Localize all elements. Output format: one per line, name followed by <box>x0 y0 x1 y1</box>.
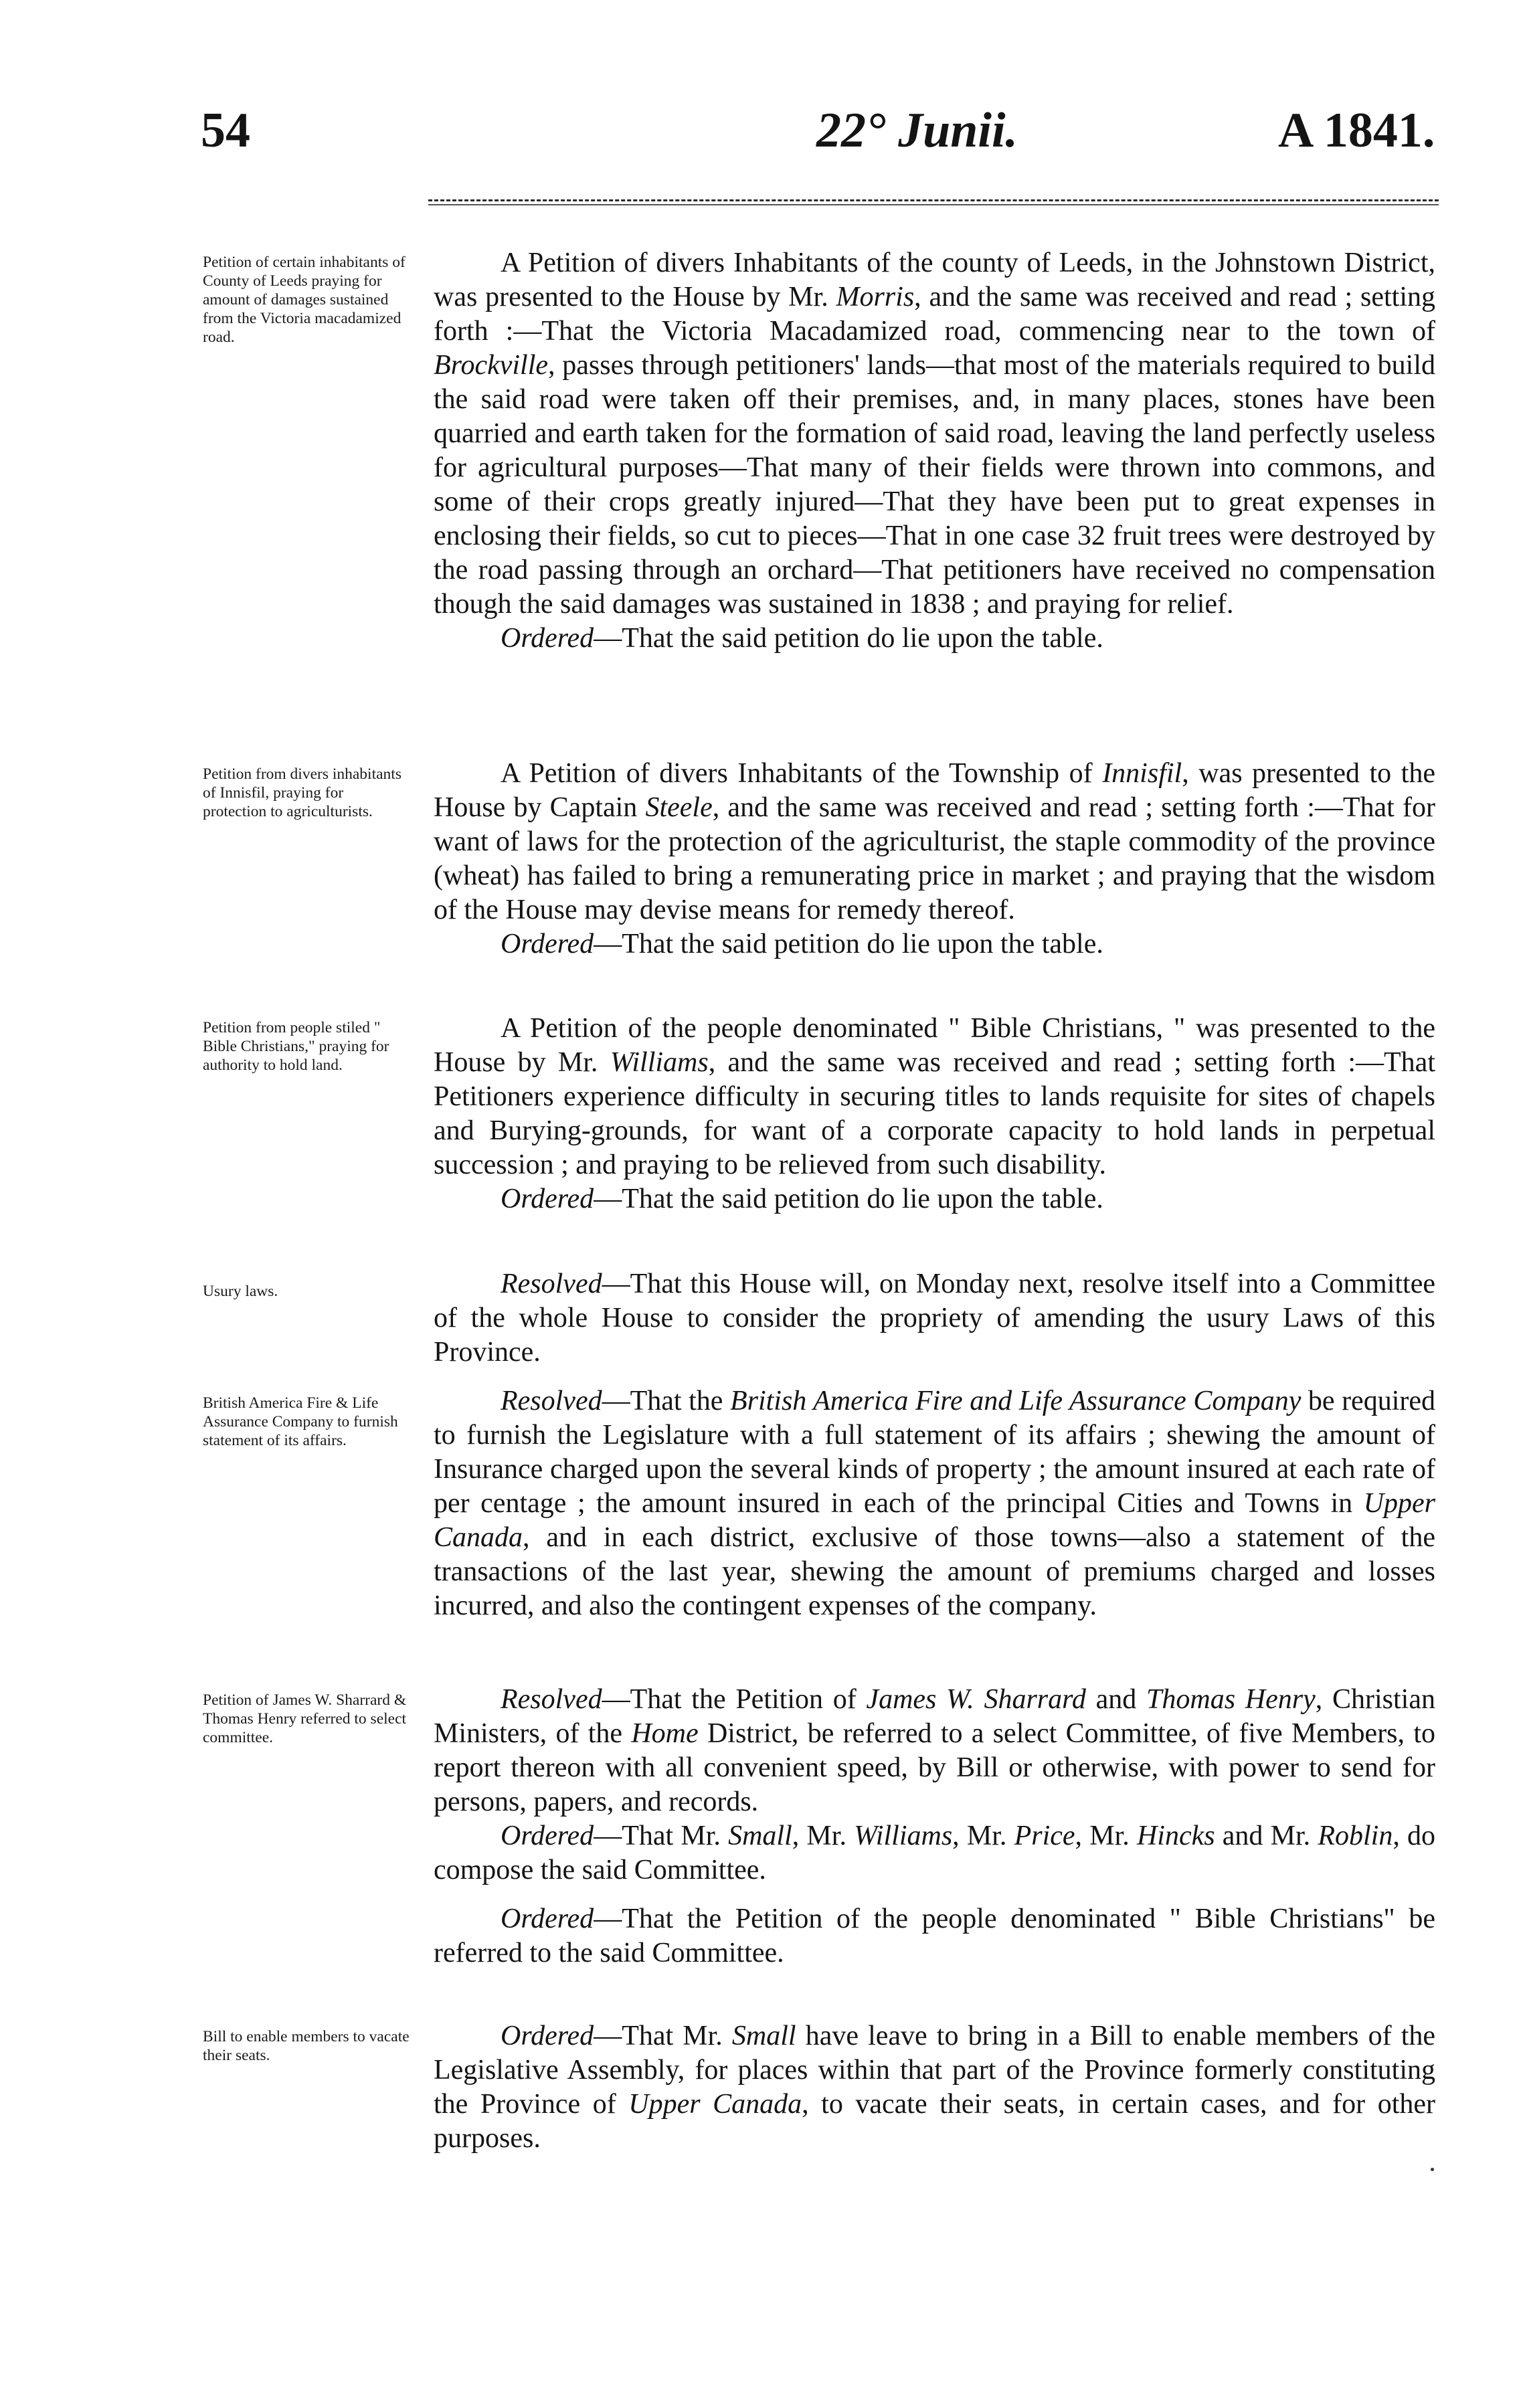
text-run: , Mr. <box>1075 1821 1137 1851</box>
paragraph <box>434 757 1435 927</box>
text-run: and <box>1085 1684 1147 1715</box>
entry-body <box>434 757 1435 961</box>
paragraph <box>434 246 1435 622</box>
text-run: —That the Petition of <box>602 1684 867 1715</box>
text-run: be required to furnish the Legislature with a full statement of its affairs ; shewing the amount of Insurance charged upon the several kinds of property ; the amount insured at each rate of per centage ; the amount insured in each of the principal Cities and Towns in <box>434 1386 1436 1519</box>
margin-note: British America Fire & Life Assurance Company to furnish statement of its affairs. <box>203 1394 398 1449</box>
entry-body <box>434 1267 1435 1370</box>
text-run: District, be referred to a select Committee, of five Members, to report thereon with all convenient speed, by Bill or otherwise, with power to send for persons, papers, and records. <box>434 1718 1435 1817</box>
entry-body <box>434 246 1435 656</box>
margin-note: Bill to enable members to vacate their seats. <box>203 2028 410 2064</box>
italic-text: Williams <box>854 1821 953 1851</box>
margin-note: Petition of James W. Sharrard & Thomas Henry referred to select committee. <box>203 1691 407 1746</box>
italic-text: Upper Canada <box>434 1488 1435 1553</box>
text-run: —That the said petition do lie upon the table. <box>594 929 1103 959</box>
text-run: , to vacate their seats, in certain cases, and for other purposes. <box>434 2089 1435 2154</box>
text-run: —That this House will, on Monday next, resolve itself into a Committee of the whole House to consider the propriety of amending the usury Laws of this Province. <box>434 1269 1435 1368</box>
page-header <box>0 0 1523 201</box>
italic-text: Price <box>1014 1821 1075 1851</box>
text-run: , and in each district, exclusive of those towns—also a statement of the transactions of the last year, shewing the amount of premiums charged and losses incurred, and also the contingent expenses of the company. <box>434 1522 1435 1621</box>
margin-note: Petition of certain inhabitants of County of Leeds praying for amount of damages sustained from the Victoria macadamized road. <box>203 254 406 346</box>
italic-text: Ordered <box>501 1821 594 1851</box>
header-rule-lower <box>428 204 1439 205</box>
text-run: have leave to bring in a Bill to enable members of the Legislative Assembly, for places within that part of the Province formerly constituting the Province of <box>434 2021 1436 2120</box>
italic-text: Resolved <box>501 1684 602 1715</box>
italic-text: Ordered <box>501 1904 594 1934</box>
italic-text: Resolved <box>501 1386 602 1416</box>
italic-text: Ordered <box>501 2021 594 2051</box>
entry-body <box>434 1683 1435 1970</box>
text-run: —That the said petition do lie upon the table. <box>594 1184 1103 1214</box>
text-run: —That Mr. <box>594 2021 732 2051</box>
paragraph <box>434 927 1435 961</box>
paragraph <box>434 1384 1435 1623</box>
italic-text: Small <box>728 1821 792 1851</box>
italic-text: Small <box>731 2021 796 2051</box>
text-run: —That the <box>602 1386 730 1416</box>
italic-text: British America Fire and Life Assurance Company <box>729 1386 1302 1416</box>
text-run: A Petition of the people denominated " Bible Christians, " was presented to the House by Mr. <box>434 1013 1435 1078</box>
italic-text: Hincks <box>1136 1821 1215 1851</box>
italic-text: Williams <box>610 1047 709 1078</box>
text-run: , Christian Ministers, of the <box>434 1684 1435 1749</box>
italic-text: Roblin <box>1318 1821 1393 1851</box>
text-run: , passes through petitioners' lands—that most of the materials required to build the said road were taken off their premises, and, in many places, stones have been quarried and earth taken for the formation of said road, leaving the land perfectly useless for agricultural purposes—That many of their fields were thrown into commons, and some of their crops greatly injured—That they have been put to great expenses in enclosing their fields, so cut to pieces—That in one case 32 fruit trees were destroyed by the road passing through an orchard—That petitioners have received no compensation though the said damages was sustained in 1838 ; and praying for relief. <box>434 350 1435 620</box>
italic-text: James W. Sharrard <box>866 1684 1086 1715</box>
italic-text: Brockville <box>434 350 549 381</box>
italic-text: Morris <box>836 282 915 312</box>
italic-text: Ordered <box>501 929 594 959</box>
text-run: A Petition of divers Inhabitants of the county of Leeds, in the Johnstown District, was presented to the House by Mr. <box>434 248 1435 312</box>
print-speck <box>1431 2168 1434 2171</box>
text-run: , was presented to the House by Captain <box>434 758 1435 823</box>
text-run: —That Mr. <box>594 1821 729 1851</box>
page-year: A 1841. <box>1278 103 1435 158</box>
entry-body <box>434 1384 1435 1623</box>
margin-note: Usury laws. <box>203 1283 278 1300</box>
paragraph <box>434 2019 1435 2156</box>
text-run: , Mr. <box>792 1821 855 1851</box>
margin-note: Petition from people stiled " Bible Christians," praying for authority to hold land. <box>203 1019 389 1074</box>
italic-text: Steele <box>645 792 713 823</box>
text-run: , and the same was received and read ; setting forth :—That for want of laws for the protection of the agriculturist, the staple commodity of the province (wheat) has failed to bring a remunerating price in market ; and praying that the wisdom of the House may devise means for remedy thereof. <box>434 792 1435 925</box>
text-run: , Mr. <box>952 1821 1014 1851</box>
page-number: 54 <box>201 103 250 158</box>
text-run: , and the same was received and read ; setting forth :—That Petitioners experience difficulty in securing titles to lands requisite for sites of chapels and Burying-grounds, for want of a corporate capacity to hold lands in perpetual succession ; and praying to be relieved from such disability. <box>434 1047 1435 1180</box>
paragraph <box>434 1267 1435 1370</box>
paragraph <box>434 1819 1435 1887</box>
entry-body <box>434 1012 1435 1216</box>
text-run: , and the same was received and read ; setting forth :—That the Victoria Macadamized road, commencing near to the town of <box>434 282 1435 347</box>
paragraph <box>434 1683 1435 1819</box>
text-run: —That the said petition do lie upon the table. <box>594 623 1103 654</box>
italic-text: Resolved <box>501 1269 602 1299</box>
paragraph <box>434 1902 1435 1970</box>
margin-note: Petition from divers inhabitants of Innisfil, praying for protection to agriculturists. <box>203 765 401 820</box>
entry-body <box>434 2019 1435 2156</box>
paragraph <box>434 1182 1435 1216</box>
italic-text: Innisfil <box>1102 758 1182 789</box>
text-run: A Petition of divers Inhabitants of the Township of <box>501 758 1103 789</box>
text-run: , do compose the said Committee. <box>434 1821 1436 1885</box>
header-rule <box>428 199 1439 201</box>
italic-text: Home <box>631 1718 699 1749</box>
paragraph <box>434 1012 1435 1182</box>
italic-text: Thomas Henry <box>1146 1684 1316 1715</box>
text-run: and Mr. <box>1215 1821 1318 1851</box>
italic-text: Ordered <box>501 1184 594 1214</box>
text-run: —That the Petition of the people denominated " Bible Christians" be referred to the said Committee. <box>434 1904 1435 1968</box>
italic-text: Ordered <box>501 623 594 654</box>
page-date: 22° Junii. <box>816 103 1018 158</box>
italic-text: Upper Canada <box>628 2089 802 2120</box>
paragraph <box>434 622 1435 656</box>
